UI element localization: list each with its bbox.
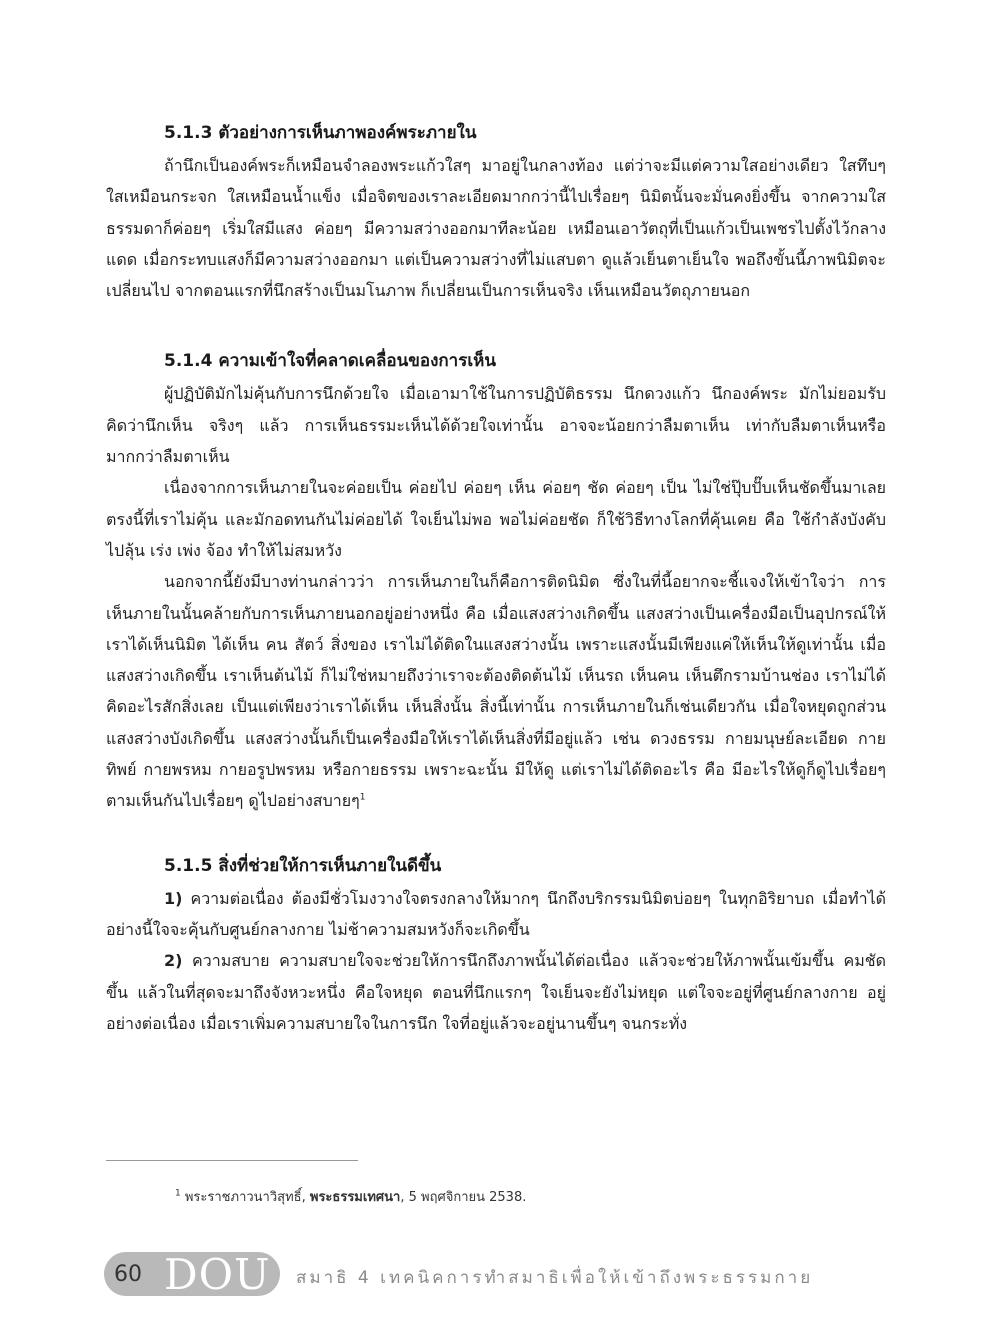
footnote (175, 1188, 526, 1208)
footnote-reference: 1 (359, 793, 366, 804)
dou-logo: DOU (164, 1252, 271, 1296)
footnote-mark: 1 (175, 1188, 181, 1199)
footnote-title: พระธรรมเทศนา (309, 1190, 401, 1205)
item-text: ความสบาย ความสบายใจจะช่วยให้การนึกถึงภาพนั้นได้ต่อเนื่อง แล้วจะช่วยให้ภาพนั้นเข้มขึ้น คมชัดขึ้น แล้วในที่สุดจะมาถึงจังหวะหนึ่ง คือใจหยุด ตอนที่นึกแรกๆ ใจเย็นจะยังไม่หยุด แต่ใจจะอยู่ที่ศูนย์กลางกาย อยู่อย่างต่อเนื่อง เมื่อเราเพิ่มความสบายใจในการนึก ใจที่อยู่แล้วจะอยู่นานขึ้นๆ จนกระทั่ง (106, 951, 886, 1033)
page-footer (104, 1250, 904, 1298)
paragraph: เนื่องจากการเห็นภายในจะค่อยเป็น ค่อยไป ค่อยๆ เห็น ค่อยๆ ชัด ค่อยๆ เป็น ไม่ใช่ปุ๊บปั๊บเห็นชัดขึ้นมาเลย ตรงนี้ที่เราไม่คุ้น และมักอดทนกันไม่ค่อยได้ ใจเย็นไม่พอ พอไม่ค่อยชัด ก็ใช้วิธีทางโลกที่คุ้นเคย คือ ใช้กำลังบังคับ ไปลุ้น เร่ง เพ่ง จ้อง ทำให้ไม่สมหวัง (106, 478, 886, 560)
item-number: 2) (164, 951, 183, 971)
page-number: 60 (114, 1262, 142, 1287)
paragraph: ผู้ปฏิบัติมักไม่คุ้นกับการนึกด้วยใจ เมื่อเอามาใช้ในการปฏิบัติธรรม นึกดวงแก้ว นึกองค์พระ มักไม่ยอมรับ คิดว่านึกเห็น จริงๆ แล้ว การเห็นธรรมะเห็นได้ด้วยใจเท่านั้น อาจจะน้อยกว่าลืมตาเห็น เท่ากับลืมตาเห็นหรือมากกว่าลืมตาเห็น (106, 384, 886, 467)
page-body (106, 118, 886, 1039)
item-number: 1) (164, 888, 183, 908)
footer-badge (104, 1252, 280, 1296)
paragraph (106, 566, 886, 816)
footnote-divider (106, 1160, 358, 1161)
book-title: สมาธิ 4 เทคนิคการทำสมาธิเพื่อให้เข้าถึงพระธรรมกาย (296, 1268, 814, 1288)
paragraph: ถ้านึกเป็นองค์พระก็เหมือนจำลองพระแก้วใสๆ มาอยู่ในกลางท้อง แต่ว่าจะมีแต่ความใสอย่างเดียว ใสทึบๆ ใสเหมือนกระจก ใสเหมือนน้ำแข็ง เมื่อจิตของเราละเอียดมากกว่านี้ไปเรื่อยๆ นิมิตนั้นจะมั่นคงยิ่งขึ้น จากความใสธรรมดาก็ค่อยๆ เริ่มใสมีแสง ค่อยๆ มีความสว่างออกมาทีละน้อย เหมือนเอาวัตถุที่เป็นแก้วเป็นเพชรไปตั้งไว้กลางแดด เมื่อกระทบแสงก็มีความสว่างออกมา แต่เป็นความสว่างที่ไม่แสบตา ดูแล้วเย็นตาเย็นใจ พอถึงขั้นนี้ภาพนิมิตจะเปลี่ยนไป จากตอนแรกที่นึกสร้างเป็นมโนภาพ ก็เปลี่ยนเป็นการเห็นจริง เห็นเหมือนวัตถุภายนอก (106, 156, 886, 301)
section-heading-5-1-4: 5.1.4 ความเข้าใจที่คลาดเคลื่อนของการเห็น (164, 351, 496, 372)
section-heading-5-1-3: 5.1.3 ตัวอย่างการเห็นภาพองค์พระภายใน (164, 123, 477, 143)
footnote-date: , 5 พฤศจิกายน 2538. (400, 1190, 527, 1205)
section-heading-5-1-5: 5.1.5 สิ่งที่ช่วยให้การเห็นภายในดีขึ้น (164, 855, 442, 876)
item-text: ความต่อเนื่อง ต้องมีชั่วโมงวางใจตรงกลางให้มากๆ นึกถึงบริกรรมนิมิตบ่อยๆ ในทุกอิริยาบถ เมื่อทำได้อย่างนี้ใจจะคุ้นกับศูนย์กลางกาย ไม่ช้าความสมหวังก็จะเกิดขึ้น (106, 888, 886, 939)
list-item (106, 883, 886, 946)
footnote-author: พระราชภาวนาวิสุทธิ์, (180, 1190, 310, 1205)
paragraph-text: นอกจากนี้ยังมีบางท่านกล่าวว่า การเห็นภายในก็คือการติดนิมิต ซึ่งในที่นี้อยากจะชี้แจงให้เข้าใจว่า การเห็นภายในนั้นคล้ายกับการเห็นภายนอกอยู่อย่างหนึ่ง คือ เมื่อแสงสว่างเกิดขึ้น แสงสว่างเป็นเครื่องมือเป็นอุปกรณ์ให้เราได้เห็นนิมิต ได้เห็น คน สัตว์ สิ่งของ เราไม่ได้ติดในแสงสว่างนั้น เพราะแสงนั้นมีเพียงแค่ให้เห็นให้ดูเท่านั้น เมื่อแสงสว่างเกิดขึ้น เราเห็นต้นไม้ ก็ไม่ใช่หมายถึงว่าเราจะต้องติดต้นไม้ เห็นรถ เห็นคน เห็นตึกรามบ้านช่อง เราไม่ได้คิดอะไรสักสิ่งเลย เป็นแต่เพียงว่าเราได้เห็น เห็นสิ่งนั้น สิ่งนี้เท่านั้น การเห็นภายในก็เช่นเดียวกัน เมื่อใจหยุดถูกส่วน แสงสว่างบังเกิดขึ้น แสงสว่างนั้นก็เป็นเครื่องมือให้เราได้เห็นสิ่งที่มีอยู่แล้ว เช่น ดวงธรรม กายมนุษย์ละเอียด กายทิพย์ กายพรหม กายอรูปพรหม หรือกายธรรม เพราะฉะนั้น มีให้ดู แต่เราไม่ได้ติดอะไร คือ มีอะไรให้ดูก็ดูไปเรื่อยๆ ตามเห็นกันไปเรื่อยๆ ดูไปอย่างสบายๆ (106, 572, 886, 811)
list-item (106, 945, 886, 1039)
